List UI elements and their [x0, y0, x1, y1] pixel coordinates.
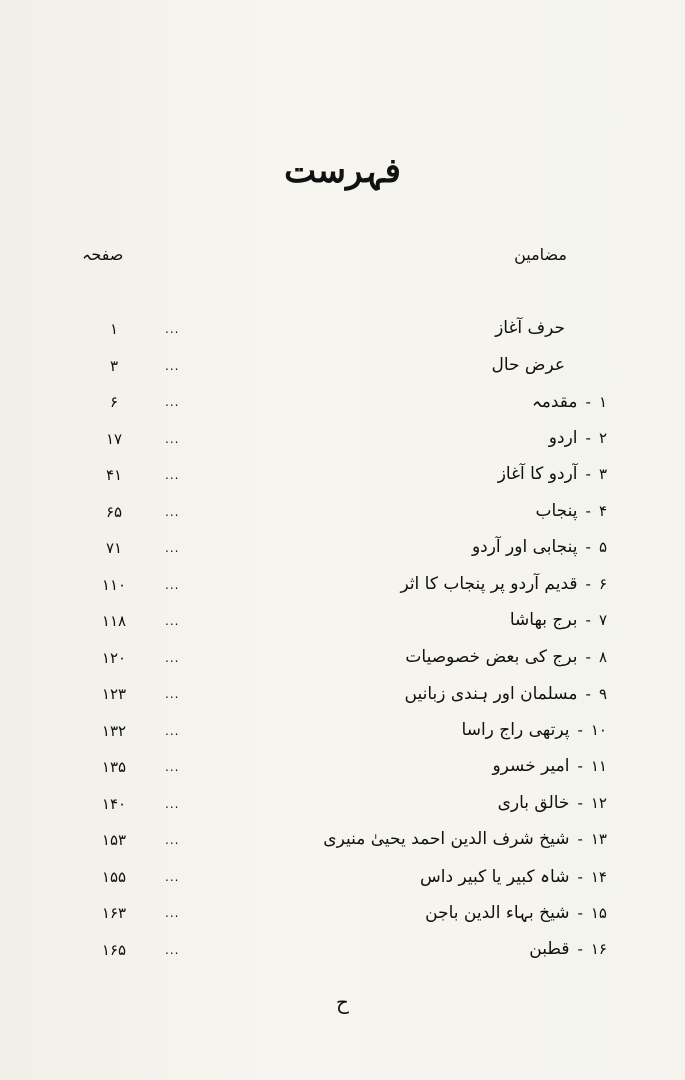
toc-entry [510, 610, 607, 630]
toc-entry [492, 756, 607, 776]
chapter-dash: - [585, 393, 591, 411]
toc-row [0, 756, 685, 793]
toc-entry [498, 464, 607, 484]
leader-dots: ... [165, 906, 180, 920]
page-number: ۱۷ [105, 429, 123, 448]
chapter-dash: - [585, 465, 591, 483]
page-number: ۱۱۸ [101, 612, 127, 630]
leader-dots: ... [165, 577, 180, 592]
chapter-number: ۷ [598, 611, 607, 629]
toc-entry [323, 829, 607, 849]
toc-row [0, 318, 685, 355]
toc-entry [405, 683, 607, 704]
chapter-dash: - [577, 830, 583, 848]
chapter-dash: - [585, 501, 591, 520]
chapter-title: شیخ بہاء الدین باجن [425, 903, 570, 923]
page-number: ۱۳۵ [101, 758, 127, 776]
toc-row [0, 355, 685, 392]
leader-dots: ... [165, 504, 180, 519]
leader-dots: ... [165, 650, 180, 665]
page-number: ۱۲۳ [101, 685, 127, 703]
chapter-title: پنجاب [535, 500, 578, 521]
leader-dots: ... [165, 395, 180, 409]
page-number: ۱۶۳ [101, 904, 127, 922]
chapter-title: پنجابی اور آردو [471, 537, 578, 557]
page-title: فہرست [284, 151, 401, 191]
chapter-number: ۱۴ [590, 867, 607, 886]
chapter-number: ۱۳ [590, 830, 607, 848]
pages-column-header: صفحہ [82, 245, 124, 264]
leader-dots: ... [165, 942, 180, 957]
chapter-number: ۲ [598, 428, 607, 447]
toc-entry [472, 537, 607, 557]
toc-row [0, 683, 685, 720]
chapter-number: ۱۰ [590, 720, 607, 739]
chapter-dash: - [577, 939, 583, 958]
leader-dots: ... [165, 687, 180, 701]
subjects-column-header: مضامین [514, 245, 567, 264]
toc-entry [498, 793, 607, 813]
toc-entry [495, 318, 565, 338]
toc-row [0, 829, 685, 866]
chapter-number: ۴ [598, 501, 607, 520]
chapter-title: پرتھی راج راسا [461, 719, 570, 740]
toc-row [0, 391, 685, 428]
chapter-title: مقدمہ [531, 392, 578, 412]
chapter-dash: - [577, 793, 583, 812]
page-number: ۳ [109, 356, 119, 375]
chapter-dash: - [585, 611, 591, 629]
toc-row [0, 720, 685, 757]
table-of-contents [0, 318, 685, 975]
chapter-title: برج بھاشا [509, 610, 578, 630]
chapter-dash: - [577, 720, 583, 739]
toc-entry [549, 428, 607, 448]
page-number: ۶ [109, 393, 119, 411]
page-number: ۱۳۲ [101, 721, 127, 740]
leader-dots: ... [165, 869, 180, 884]
toc-entry [405, 647, 607, 667]
chapter-number: ۶ [598, 574, 607, 593]
page-number: ۱۱۰ [101, 575, 127, 594]
page-number: ۴۱ [105, 466, 123, 484]
chapter-title: شیخ شرف الدین احمد یحییٰ منیری [323, 829, 570, 849]
leader-dots: ... [165, 760, 180, 774]
chapter-number: ۵ [598, 538, 607, 556]
leader-dots: ... [165, 541, 180, 555]
toc-entry [425, 902, 607, 923]
toc-entry [535, 501, 607, 521]
chapter-title: قطبن [529, 938, 570, 959]
page-number: ۱۶۵ [101, 940, 127, 959]
chapter-number: ۱ [598, 393, 607, 411]
chapter-number: ۱۲ [590, 793, 607, 812]
leader-dots: ... [165, 322, 180, 336]
toc-entry [532, 391, 607, 412]
page-number: ۱۴۰ [101, 794, 127, 813]
chapter-dash: - [585, 538, 591, 556]
leader-dots: ... [165, 833, 180, 847]
toc-row [0, 866, 685, 903]
toc-row [0, 793, 685, 830]
toc-row [0, 428, 685, 465]
toc-row [0, 610, 685, 647]
chapter-title: مسلمان اور ہندی زبانیں [404, 684, 578, 704]
page-number: ۶۵ [105, 502, 123, 521]
chapter-dash: - [577, 867, 583, 886]
chapter-number: ۸ [598, 647, 607, 666]
toc-row [0, 501, 685, 538]
chapter-number: ۱۶ [590, 939, 607, 958]
toc-row [0, 537, 685, 574]
toc-entry [400, 574, 607, 594]
leader-dots: ... [165, 358, 180, 373]
chapter-number: ۳ [598, 465, 607, 483]
page-number: ۱۵۳ [101, 831, 127, 849]
page-number: ۱۵۵ [101, 867, 127, 886]
chapter-title: شاہ کبیر یا کبیر داس [420, 866, 570, 887]
toc-row [0, 464, 685, 501]
chapter-number: ۱۱ [590, 757, 607, 775]
page-number: ۷۱ [105, 539, 123, 557]
chapter-title: حرف آغاز [495, 318, 565, 338]
leader-dots: ... [165, 468, 180, 482]
chapter-title: برج کی بعض خصوصیات [405, 646, 578, 667]
toc-row [0, 902, 685, 939]
chapter-dash: - [577, 904, 583, 922]
toc-row [0, 939, 685, 976]
leader-dots: ... [165, 796, 180, 811]
chapter-title: عرض حال [491, 354, 565, 375]
toc-row [0, 647, 685, 684]
chapter-title: آردو کا آغاز [497, 464, 578, 484]
chapter-number: ۹ [598, 685, 607, 703]
chapter-dash: - [585, 428, 591, 447]
leader-dots: ... [165, 614, 180, 628]
toc-entry [491, 355, 565, 375]
page-folio: ح [336, 990, 349, 1014]
page-number: ۱۲۰ [101, 648, 127, 667]
page-number: ۱ [109, 320, 119, 338]
chapter-title: امیر خسرو [492, 756, 570, 776]
toc-row [0, 574, 685, 611]
toc-entry [529, 939, 607, 959]
chapter-title: قدیم آردو پر پنجاب کا اثر [400, 573, 578, 594]
chapter-dash: - [585, 647, 591, 666]
chapter-title: اردو [548, 427, 578, 448]
chapter-dash: - [585, 685, 591, 703]
toc-entry [420, 866, 607, 887]
toc-entry [462, 720, 607, 740]
chapter-dash: - [585, 574, 591, 593]
leader-dots: ... [165, 431, 180, 446]
chapter-title: خالق باری [497, 792, 570, 813]
chapter-dash: - [577, 757, 583, 775]
chapter-number: ۱۵ [590, 904, 607, 922]
leader-dots: ... [165, 723, 180, 738]
